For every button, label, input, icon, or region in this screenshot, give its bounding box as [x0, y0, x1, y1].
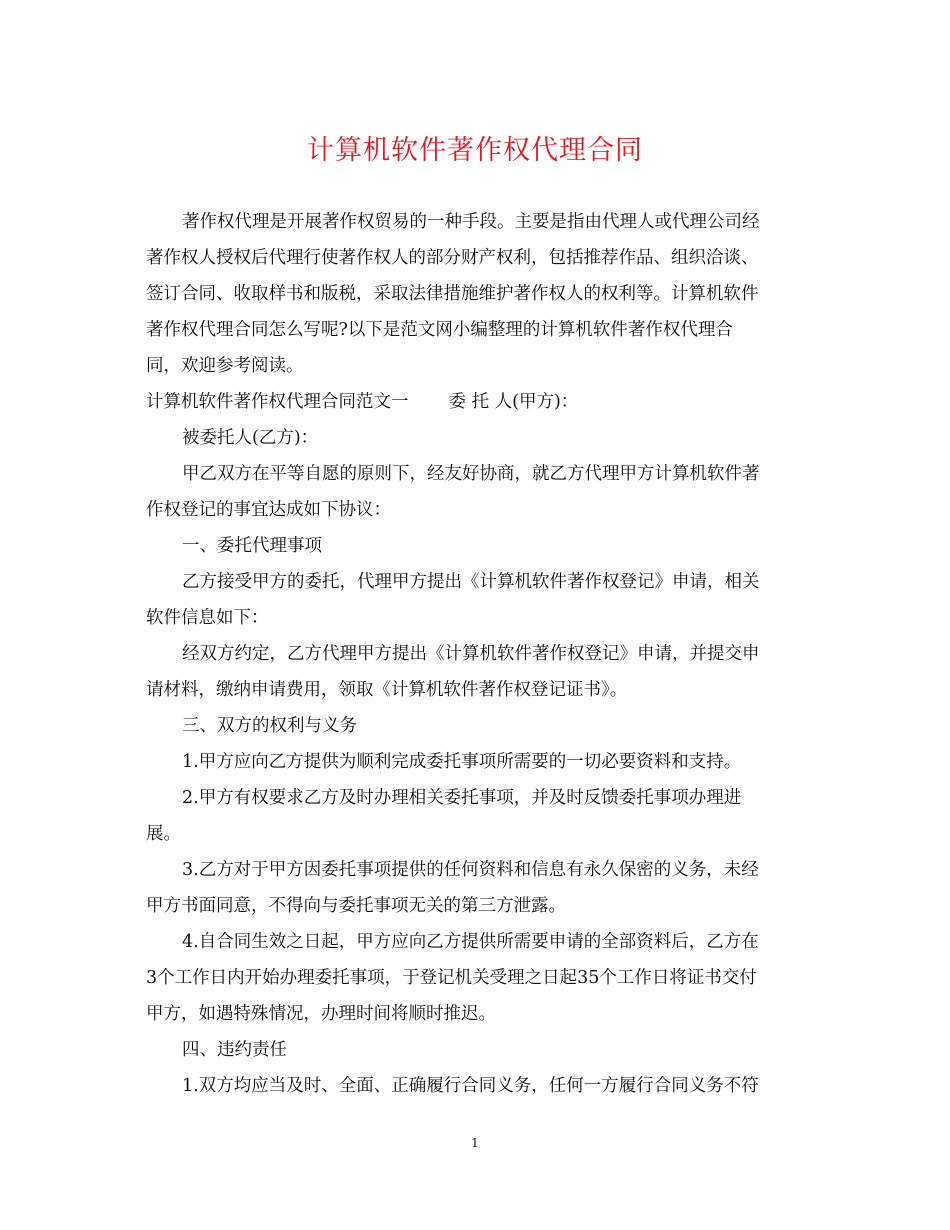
text-line: 作权登记的事宜达成如下协议： [146, 500, 391, 520]
text-line: 甲方，如遇特殊情况，办理时间将顺时推迟。 [146, 1004, 496, 1024]
text-line: 甲方书面同意，不得向与委托事项无关的第三方泄露。 [146, 896, 566, 916]
party-b-label: 被委托人(乙方)： [182, 428, 319, 448]
text-line: 1.双方均应当及时、全面、正确履行合同义务，任何一方履行合同义务不符 [182, 1076, 759, 1096]
text-line: 3.乙方对于甲方因委托事项提供的任何资料和信息有永久保密的义务，未经 [182, 860, 759, 880]
section1-paragraph [146, 564, 806, 636]
text-line: 著作权人授权后代理行使著作权人的部分财产权利，包括推荐作品、组织洽谈、 [146, 248, 759, 268]
text-line: 著作权代理是开展著作权贸易的一种手段。主要是指由代理人或代理公司经 [182, 212, 760, 232]
intro-paragraph [146, 204, 806, 384]
clause-paragraph [146, 1068, 806, 1104]
document-body [146, 204, 806, 1104]
text-line: 展。 [146, 824, 181, 844]
clause-paragraph [146, 924, 806, 1032]
document-title: 计算机软件著作权代理合同 [307, 135, 643, 166]
text-line: 同，欢迎参考阅读。 [146, 356, 304, 376]
section-heading: 四、违约责任 [182, 1040, 287, 1060]
text-line: 请材料，缴纳申请费用，领取《计算机软件著作权登记证书》。 [146, 680, 628, 700]
clause-paragraph [146, 780, 806, 852]
text-line: 2.甲方有权要求乙方及时办理相关委托事项，并及时反馈委托事项办理进 [182, 788, 742, 808]
text-line: 甲乙双方在平等自愿的原则下，经友好协商，就乙方代理甲方计算机软件著 [182, 464, 760, 484]
section2-paragraph [146, 636, 806, 708]
text-line: 经双方约定，乙方代理甲方提出《计算机软件著作权登记》申请，并提交申 [182, 644, 760, 664]
sample-heading: 计算机软件著作权代理合同范文一 [146, 392, 409, 412]
agreement-paragraph [146, 456, 806, 528]
text-line: 4.自合同生效之日起，甲方应向乙方提供所需要申请的全部资料后，乙方在 [182, 932, 759, 952]
text-line: 软件信息如下： [146, 608, 269, 628]
text-line: 1.甲方应向乙方提供为顺利完成委托事项所需要的一切必要资料和支持。 [182, 752, 742, 772]
party-a-label: 委 托 人(甲方)： [448, 392, 579, 412]
clause-paragraph [146, 852, 806, 924]
clause-paragraph [146, 744, 806, 780]
text-line: 著作权代理合同怎么写呢?以下是范文网小编整理的计算机软件著作权代理合 [146, 320, 733, 340]
sample-heading-row [146, 384, 806, 420]
text-line: 签订合同、收取样书和版税，采取法律措施维护著作权人的权利等。计算机软件 [146, 284, 759, 304]
section-heading: 三、双方的权利与义务 [182, 716, 357, 736]
section-heading: 一、委托代理事项 [182, 536, 322, 556]
text-line: 乙方接受甲方的委托，代理甲方提出《计算机软件著作权登记》申请，相关 [182, 572, 760, 592]
page-number: 1 [471, 1136, 479, 1150]
text-line: 3个工作日内开始办理委托事项，于登记机关受理之日起35个工作日将证书交付 [146, 968, 757, 988]
